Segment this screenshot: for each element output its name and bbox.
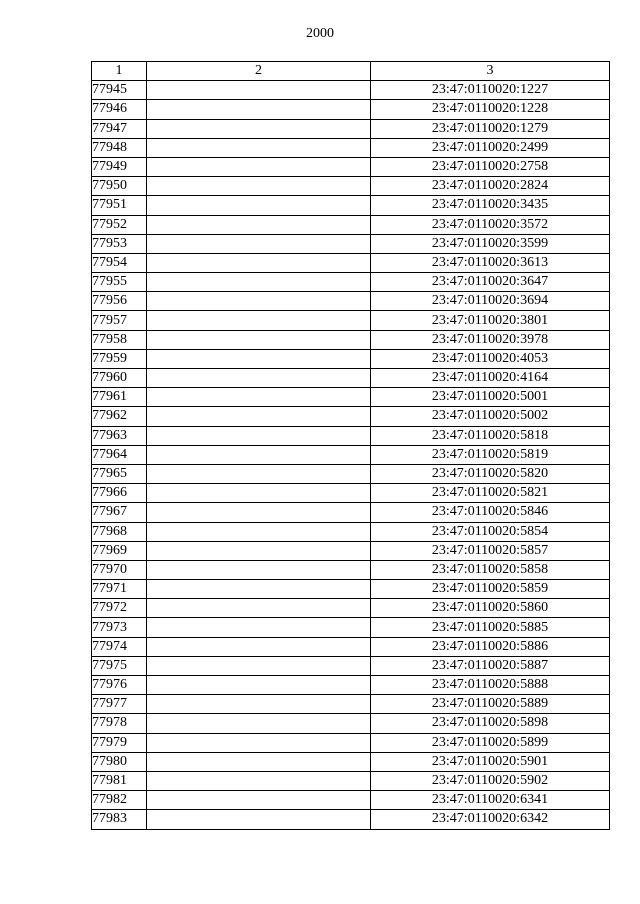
row-number-cell: 77975 — [92, 656, 147, 675]
table-row — [92, 791, 610, 810]
row-number-cell: 77952 — [92, 215, 147, 234]
cadastral-number-cell: 23:47:0110020:1227 — [371, 81, 610, 100]
description-cell — [147, 733, 371, 752]
table-row — [92, 599, 610, 618]
description-cell — [147, 484, 371, 503]
table-row — [92, 484, 610, 503]
cadastral-number-cell: 23:47:0110020:2758 — [371, 157, 610, 176]
cadastral-number-cell: 23:47:0110020:5885 — [371, 618, 610, 637]
table-row — [92, 541, 610, 560]
row-number-cell: 77967 — [92, 503, 147, 522]
row-number-cell: 77954 — [92, 253, 147, 272]
description-cell — [147, 656, 371, 675]
cadastral-number-cell: 23:47:0110020:5859 — [371, 580, 610, 599]
cadastral-number-cell: 23:47:0110020:5886 — [371, 637, 610, 656]
cadastral-number-cell: 23:47:0110020:5821 — [371, 484, 610, 503]
row-number-cell: 77979 — [92, 733, 147, 752]
row-number-cell: 77980 — [92, 752, 147, 771]
column-header-1: 1 — [92, 62, 147, 81]
cadastral-number-cell: 23:47:0110020:5002 — [371, 407, 610, 426]
cadastral-number-cell: 23:47:0110020:5889 — [371, 695, 610, 714]
table-row — [92, 695, 610, 714]
cadastral-number-cell: 23:47:0110020:3647 — [371, 273, 610, 292]
row-number-cell: 77974 — [92, 637, 147, 656]
cadastral-number-cell: 23:47:0110020:6342 — [371, 810, 610, 829]
description-cell — [147, 81, 371, 100]
description-cell — [147, 695, 371, 714]
row-number-cell: 77950 — [92, 177, 147, 196]
cadastral-number-cell: 23:47:0110020:4053 — [371, 349, 610, 368]
table-row — [92, 234, 610, 253]
cadastral-number-cell: 23:47:0110020:3599 — [371, 234, 610, 253]
row-number-cell: 77953 — [92, 234, 147, 253]
description-cell — [147, 714, 371, 733]
table-row — [92, 618, 610, 637]
table-row — [92, 637, 610, 656]
cadastral-number-cell: 23:47:0110020:5001 — [371, 388, 610, 407]
cadastral-number-cell: 23:47:0110020:3978 — [371, 330, 610, 349]
description-cell — [147, 100, 371, 119]
cadastral-number-cell: 23:47:0110020:5820 — [371, 464, 610, 483]
table-row — [92, 407, 610, 426]
description-cell — [147, 349, 371, 368]
table-body — [92, 81, 610, 829]
description-cell — [147, 560, 371, 579]
page-number: 2000 — [306, 26, 334, 41]
row-number-cell: 77983 — [92, 810, 147, 829]
cadastral-number-cell: 23:47:0110020:2499 — [371, 138, 610, 157]
row-number-cell: 77956 — [92, 292, 147, 311]
row-number-cell: 77968 — [92, 522, 147, 541]
row-number-cell: 77966 — [92, 484, 147, 503]
table-row — [92, 273, 610, 292]
description-cell — [147, 138, 371, 157]
cadastral-number-cell: 23:47:0110020:5846 — [371, 503, 610, 522]
description-cell — [147, 810, 371, 829]
row-number-cell: 77947 — [92, 119, 147, 138]
description-cell — [147, 215, 371, 234]
row-number-cell: 77972 — [92, 599, 147, 618]
row-number-cell: 77969 — [92, 541, 147, 560]
row-number-cell: 77963 — [92, 426, 147, 445]
table-row — [92, 771, 610, 790]
row-number-cell: 77951 — [92, 196, 147, 215]
row-number-cell: 77946 — [92, 100, 147, 119]
table-row — [92, 676, 610, 695]
table-row — [92, 656, 610, 675]
table-row — [92, 369, 610, 388]
cadastral-number-cell: 23:47:0110020:5902 — [371, 771, 610, 790]
table-row — [92, 445, 610, 464]
row-number-cell: 77955 — [92, 273, 147, 292]
description-cell — [147, 330, 371, 349]
table-row — [92, 752, 610, 771]
cadastral-number-cell: 23:47:0110020:2824 — [371, 177, 610, 196]
table-row — [92, 426, 610, 445]
row-number-cell: 77962 — [92, 407, 147, 426]
cadastral-number-cell: 23:47:0110020:4164 — [371, 369, 610, 388]
description-cell — [147, 292, 371, 311]
row-number-cell: 77971 — [92, 580, 147, 599]
description-cell — [147, 311, 371, 330]
register-table — [91, 61, 610, 830]
table-row — [92, 503, 610, 522]
table-row — [92, 522, 610, 541]
description-cell — [147, 522, 371, 541]
description-cell — [147, 157, 371, 176]
row-number-cell: 77961 — [92, 388, 147, 407]
column-header-2: 2 — [147, 62, 371, 81]
row-number-cell: 77957 — [92, 311, 147, 330]
description-cell — [147, 177, 371, 196]
description-cell — [147, 618, 371, 637]
description-cell — [147, 676, 371, 695]
table-row — [92, 292, 610, 311]
description-cell — [147, 196, 371, 215]
cadastral-number-cell: 23:47:0110020:5818 — [371, 426, 610, 445]
cadastral-number-cell: 23:47:0110020:5898 — [371, 714, 610, 733]
table-row — [92, 560, 610, 579]
description-cell — [147, 407, 371, 426]
description-cell — [147, 369, 371, 388]
table-row — [92, 177, 610, 196]
table-row — [92, 100, 610, 119]
description-cell — [147, 580, 371, 599]
cadastral-number-cell: 23:47:0110020:6341 — [371, 791, 610, 810]
row-number-cell: 77965 — [92, 464, 147, 483]
cadastral-number-cell: 23:47:0110020:5860 — [371, 599, 610, 618]
table-row — [92, 349, 610, 368]
table-row — [92, 81, 610, 100]
description-cell — [147, 541, 371, 560]
table-row — [92, 157, 610, 176]
cadastral-number-cell: 23:47:0110020:5857 — [371, 541, 610, 560]
row-number-cell: 77976 — [92, 676, 147, 695]
description-cell — [147, 426, 371, 445]
row-number-cell: 77982 — [92, 791, 147, 810]
row-number-cell: 77970 — [92, 560, 147, 579]
table-row — [92, 580, 610, 599]
table-row — [92, 196, 610, 215]
cadastral-number-cell: 23:47:0110020:5901 — [371, 752, 610, 771]
description-cell — [147, 119, 371, 138]
table-row — [92, 215, 610, 234]
row-number-cell: 77973 — [92, 618, 147, 637]
row-number-cell: 77949 — [92, 157, 147, 176]
row-number-cell: 77978 — [92, 714, 147, 733]
description-cell — [147, 771, 371, 790]
cadastral-number-cell: 23:47:0110020:5819 — [371, 445, 610, 464]
description-cell — [147, 234, 371, 253]
cadastral-number-cell: 23:47:0110020:3435 — [371, 196, 610, 215]
description-cell — [147, 791, 371, 810]
row-number-cell: 77981 — [92, 771, 147, 790]
description-cell — [147, 752, 371, 771]
row-number-cell: 77960 — [92, 369, 147, 388]
cadastral-number-cell: 23:47:0110020:5899 — [371, 733, 610, 752]
cadastral-number-cell: 23:47:0110020:3694 — [371, 292, 610, 311]
description-cell — [147, 464, 371, 483]
table-row — [92, 138, 610, 157]
description-cell — [147, 445, 371, 464]
header-row — [92, 62, 610, 81]
cadastral-number-cell: 23:47:0110020:5858 — [371, 560, 610, 579]
row-number-cell: 77945 — [92, 81, 147, 100]
description-cell — [147, 599, 371, 618]
table-row — [92, 253, 610, 272]
cadastral-number-cell: 23:47:0110020:1279 — [371, 119, 610, 138]
cadastral-number-cell: 23:47:0110020:5888 — [371, 676, 610, 695]
row-number-cell: 77958 — [92, 330, 147, 349]
table-row — [92, 330, 610, 349]
table-row — [92, 311, 610, 330]
cadastral-number-cell: 23:47:0110020:3613 — [371, 253, 610, 272]
description-cell — [147, 388, 371, 407]
cadastral-number-cell: 23:47:0110020:3801 — [371, 311, 610, 330]
row-number-cell: 77964 — [92, 445, 147, 464]
cadastral-number-cell: 23:47:0110020:1228 — [371, 100, 610, 119]
cadastral-number-cell: 23:47:0110020:3572 — [371, 215, 610, 234]
table-row — [92, 733, 610, 752]
row-number-cell: 77948 — [92, 138, 147, 157]
cadastral-number-cell: 23:47:0110020:5854 — [371, 522, 610, 541]
description-cell — [147, 637, 371, 656]
row-number-cell: 77977 — [92, 695, 147, 714]
description-cell — [147, 253, 371, 272]
table-header — [92, 62, 610, 81]
table-row — [92, 388, 610, 407]
table-row — [92, 119, 610, 138]
row-number-cell: 77959 — [92, 349, 147, 368]
cadastral-number-cell: 23:47:0110020:5887 — [371, 656, 610, 675]
description-cell — [147, 503, 371, 522]
table-row — [92, 714, 610, 733]
table-row — [92, 464, 610, 483]
column-header-3: 3 — [371, 62, 610, 81]
description-cell — [147, 273, 371, 292]
table-row — [92, 810, 610, 829]
